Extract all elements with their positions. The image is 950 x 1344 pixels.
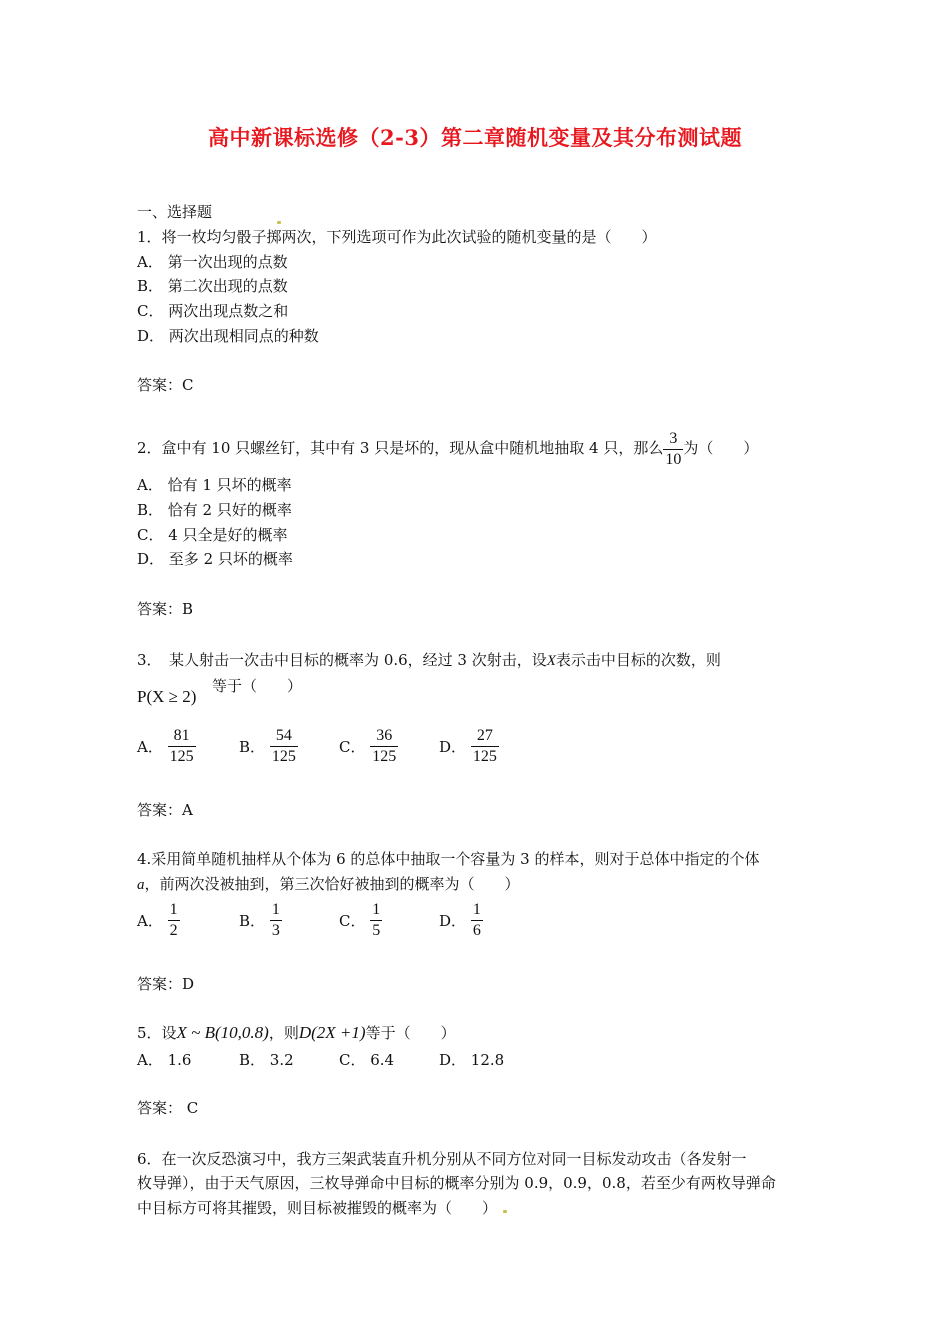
option-label: C． xyxy=(339,912,366,930)
question-1-stem: 1．将一枚均匀骰子掷两次，下列选项可作为此次试验的随机变量的是（ ） xyxy=(137,228,657,246)
question-4-option-a xyxy=(137,900,180,941)
question-2-option-a: A． 恰有 1 只坏的概率 xyxy=(137,476,292,494)
option-fraction xyxy=(471,726,499,767)
fraction-denominator: 125 xyxy=(169,748,194,765)
question-3-stem xyxy=(137,650,721,671)
option-label: A． xyxy=(137,738,163,756)
question-3-option-c xyxy=(339,726,398,767)
option-fraction xyxy=(370,726,398,767)
question-3-option-b xyxy=(239,726,298,767)
fraction-numerator: 36 xyxy=(370,726,398,747)
fraction-denominator: 125 xyxy=(271,748,296,765)
question-2-stem xyxy=(137,428,758,470)
fraction-numerator: 1 xyxy=(471,900,483,921)
question-5-answer: 答案： C xyxy=(137,1099,199,1117)
fraction-numerator: 1 xyxy=(270,900,282,921)
question-4-option-d xyxy=(439,900,483,941)
fraction-numerator: 1 xyxy=(168,900,180,921)
question-4-stem-tail: ，前两次没被抽到，第三次恰好被抽到的概率为（ ） xyxy=(144,875,520,893)
question-3-variable: X xyxy=(546,653,556,669)
section-heading: 一、选择题 xyxy=(137,203,213,221)
question-4-stem: 4.采用简单随机抽样从个体为 6 的总体中抽取一个容量为 3 的样本，则对于总体中指定的个体 xyxy=(137,850,760,868)
question-5-option-b: B． 3.2 xyxy=(239,1051,294,1069)
option-fraction xyxy=(370,900,382,941)
fraction-numerator: 81 xyxy=(168,726,196,747)
fraction-denominator: 125 xyxy=(472,748,497,765)
question-1-option-d: D． 两次出现相同点的种数 xyxy=(137,327,319,345)
question-5-stem-text: 5．设 xyxy=(137,1024,177,1042)
question-3-expression: P(X ≥ 2) xyxy=(137,687,197,706)
question-4-answer: 答案：D xyxy=(137,975,195,993)
question-4-variable: a xyxy=(137,877,145,893)
question-6-line-2: 枚导弹），由于天气原因，三枚导弹命中目标的概率分别为 0.9，0.9，0.8，若至少有两枚导弹命 xyxy=(137,1174,776,1192)
question-5-stem-mid: ，则 xyxy=(268,1024,299,1042)
question-3-stem-tail: 表示击中目标的次数，则 xyxy=(555,651,721,669)
option-fraction xyxy=(168,900,180,941)
option-fraction xyxy=(270,726,298,767)
option-fraction xyxy=(471,900,483,941)
question-6-line-1: 6．在一次反恐演习中，我方三架武装直升机分别从不同方位对同一目标发动攻击（各发射一 xyxy=(137,1150,747,1168)
fraction-denominator: 125 xyxy=(372,748,397,765)
question-2-option-c: C． 4 只全是好的概率 xyxy=(137,526,288,544)
option-label: D． xyxy=(439,912,467,930)
question-1-option-a: A． 第一次出现的点数 xyxy=(137,253,288,271)
question-4-stem-line2 xyxy=(137,874,520,895)
question-2-stem-text: 2．盒中有 10 只螺丝钉，其中有 3 只是坏的，现从盒中随机地抽取 4 只，那么 xyxy=(137,439,664,457)
question-2-option-d: D． 至多 2 只坏的概率 xyxy=(137,550,293,568)
fraction-numerator: 27 xyxy=(471,726,499,747)
question-5-expression-1: X ~ B(10,0.8) xyxy=(176,1023,269,1042)
question-3-option-d xyxy=(439,726,499,767)
question-3-expression-tail: 等于（ ） xyxy=(212,677,303,695)
question-5-stem xyxy=(137,1023,456,1043)
page-title: 高中新课标选修（2-3）第二章随机变量及其分布测试题 xyxy=(208,125,742,150)
fraction-denominator: 3 xyxy=(271,922,280,939)
question-3-stem-text: 3． 某人射击一次击中目标的概率为 0.6，经过 3 次射击，设 xyxy=(137,651,547,669)
fraction-denominator: 6 xyxy=(472,922,481,939)
question-5-stem-tail: 等于（ ） xyxy=(365,1024,456,1042)
question-2-fraction xyxy=(663,429,683,470)
fraction-denominator: 2 xyxy=(169,922,178,939)
fraction-denominator: 5 xyxy=(372,922,381,939)
question-2-stem-tail: 为（ ） xyxy=(683,439,759,457)
question-5-option-c: C． 6.4 xyxy=(339,1051,395,1069)
question-5-expression-2: D(2X +1) xyxy=(298,1023,366,1042)
fraction-denominator: 10 xyxy=(665,450,682,468)
stray-mark xyxy=(503,1210,507,1213)
option-fraction xyxy=(168,726,196,767)
option-label: A． xyxy=(137,912,163,930)
question-3-option-a xyxy=(137,726,196,767)
question-6-line-3: 中目标方可将其摧毁，则目标被摧毁的概率为（ ） xyxy=(137,1199,498,1217)
fraction-numerator: 1 xyxy=(370,900,382,921)
question-5-option-d: D． 12.8 xyxy=(439,1051,505,1069)
stray-mark xyxy=(277,221,281,224)
option-fraction xyxy=(270,900,282,941)
question-3-answer: 答案：A xyxy=(137,801,193,819)
question-4-option-b xyxy=(239,900,282,941)
question-4-option-c xyxy=(339,900,382,941)
fraction-numerator: 3 xyxy=(663,429,683,450)
option-label: B． xyxy=(239,738,266,756)
fraction-numerator: 54 xyxy=(270,726,298,747)
question-5-option-a: A． 1.6 xyxy=(137,1051,192,1069)
question-1-answer: 答案：C xyxy=(137,376,194,394)
question-1-option-b: B． 第二次出现的点数 xyxy=(137,277,288,295)
option-label: B． xyxy=(239,912,266,930)
question-2-option-b: B． 恰有 2 只好的概率 xyxy=(137,501,292,519)
option-label: D． xyxy=(439,738,467,756)
question-2-answer: 答案：B xyxy=(137,600,194,618)
question-1-option-c: C． 两次出现点数之和 xyxy=(137,302,289,320)
option-label: C． xyxy=(339,738,366,756)
